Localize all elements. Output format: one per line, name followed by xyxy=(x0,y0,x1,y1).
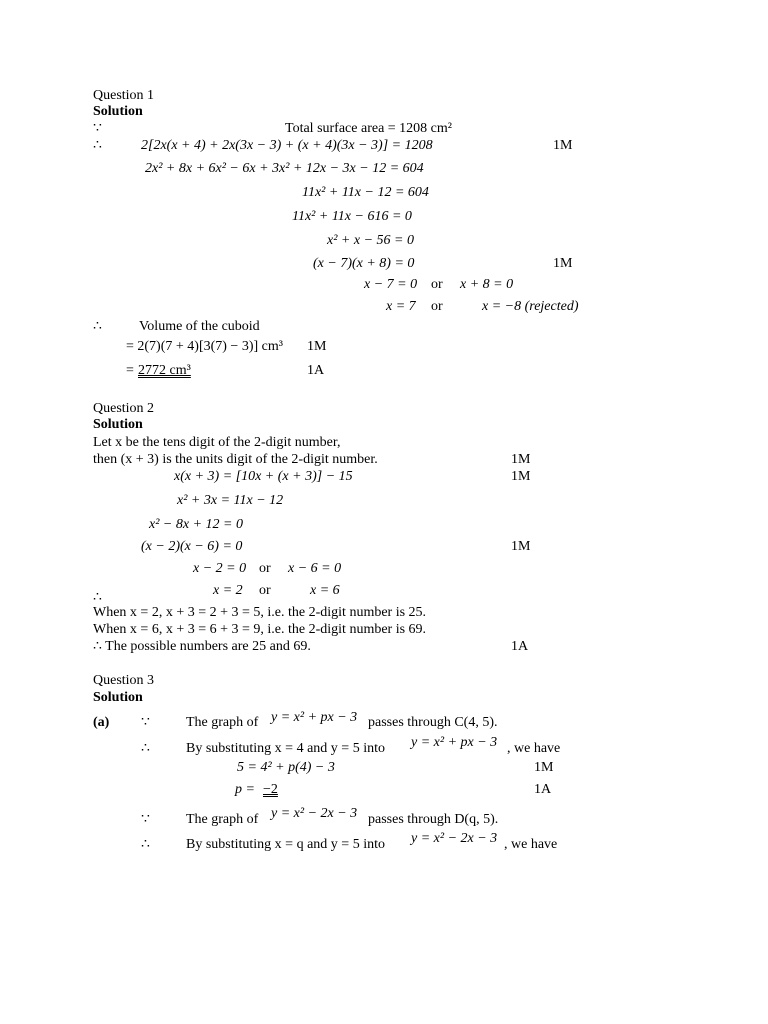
because-symbol: ∵ xyxy=(141,812,150,827)
q2-when-line-1: When x = 2, x + 3 = 2 + 3 = 5, i.e. the 2-digit number is 25. xyxy=(93,605,427,620)
q2-equation-3: x² − 8x + 12 = 0 xyxy=(149,517,243,532)
q1-solution-label: Solution xyxy=(93,104,143,119)
q2-heading: Question 2 xyxy=(93,401,155,416)
because-symbol: ∵ xyxy=(141,715,150,730)
q3-solution-label: Solution xyxy=(93,690,143,705)
q1-mark-2: 1M xyxy=(553,256,573,271)
q1-mark-1: 1M xyxy=(553,138,573,153)
q2-equation-6b: x = 6 xyxy=(310,583,340,598)
q1-or-2: or xyxy=(431,299,443,314)
therefore-symbol: ∴ xyxy=(141,837,150,852)
q1-equation-4: 11x² + 11x − 616 = 0 xyxy=(292,209,412,224)
therefore-symbol: ∴ xyxy=(93,590,102,605)
q2-when-line-2: When x = 6, x + 3 = 6 + 3 = 9, i.e. the 2-digit number is 69. xyxy=(93,622,427,637)
q3-substitute-2: By substituting x = q and y = 5 into xyxy=(186,837,385,852)
q2-let-line: Let x be the tens digit of the 2-digit number, xyxy=(93,435,341,450)
therefore-symbol: ∴ xyxy=(141,741,150,756)
q1-answer-value: 2772 cm³ xyxy=(138,363,191,378)
q3-mark-2: 1A xyxy=(534,782,552,797)
q3-substitute-1-equation: y = x² + px − 3 xyxy=(411,735,498,750)
q1-equation-1: 2[2x(x + 4) + 2x(3x − 3) + (x + 4)(3x − 3)] = 1208 xyxy=(141,138,433,153)
q3-substitute-2-equation: y = x² − 2x − 3 xyxy=(411,831,498,846)
q3-graph-2-point: passes through D(q, 5). xyxy=(368,812,499,827)
q2-then-line: then (x + 3) is the units digit of the 2-digit number. xyxy=(93,452,378,467)
q1-volume-label: Volume of the cuboid xyxy=(139,319,260,334)
q2-equation-1: x(x + 3) = [10x + (x + 3)] − 15 xyxy=(174,469,353,484)
q3-graph-1-text: The graph of xyxy=(186,715,259,730)
q2-equation-5a: x − 2 = 0 xyxy=(193,561,247,576)
q1-total-surface-area: Total surface area = 1208 cm² xyxy=(285,121,452,136)
q3-heading: Question 3 xyxy=(93,673,155,688)
q1-equation-3: 11x² + 11x − 12 = 604 xyxy=(302,185,429,200)
q2-conclusion: ∴ The possible numbers are 25 and 69. xyxy=(93,639,311,654)
q1-equation-5: x² + x − 56 = 0 xyxy=(327,233,414,248)
q1-equation-8a: x = 7 xyxy=(386,299,416,314)
q3-mark-1: 1M xyxy=(534,760,554,775)
q1-equation-8b: x = −8 (rejected) xyxy=(482,299,579,314)
q1-equation-6: (x − 7)(x + 8) = 0 xyxy=(313,256,415,271)
q3-graph-2-text: The graph of xyxy=(186,812,259,827)
q3-equation-1: 5 = 4² + p(4) − 3 xyxy=(237,760,335,775)
q3-substitute-2-tail: , we have xyxy=(504,837,558,852)
q2-equation-5b: x − 6 = 0 xyxy=(288,561,342,576)
q2-or-1: or xyxy=(259,561,271,576)
q1-or-1: or xyxy=(431,277,443,292)
q3-graph-1-equation: y = x² + px − 3 xyxy=(271,710,358,725)
q2-equation-2: x² + 3x = 11x − 12 xyxy=(177,493,284,508)
q3-substitute-1: By substituting x = 4 and y = 5 into xyxy=(186,741,385,756)
q3-part-a-label: (a) xyxy=(93,715,110,730)
q3-substitute-1-tail: , we have xyxy=(507,741,561,756)
therefore-symbol: ∴ xyxy=(93,138,102,153)
q3-graph-1-point: passes through C(4, 5). xyxy=(368,715,498,730)
q2-mark-3: 1M xyxy=(511,539,531,554)
q1-volume-mark: 1M xyxy=(307,339,327,354)
q1-equation-7b: x + 8 = 0 xyxy=(460,277,514,292)
because-symbol: ∵ xyxy=(93,121,102,136)
q1-answer-mark: 1A xyxy=(307,363,325,378)
q2-mark-2: 1M xyxy=(511,469,531,484)
q1-volume-equation: = 2(7)(7 + 4)[3(7) − 3)] cm³ xyxy=(126,339,283,354)
q1-heading: Question 1 xyxy=(93,88,155,103)
q1-answer-equals: = xyxy=(126,363,134,378)
q1-equation-2: 2x² + 8x + 6x² − 6x + 3x² + 12x − 3x − 12 = 604 xyxy=(145,161,424,176)
q3-equation-2-lhs: p = xyxy=(235,782,255,797)
therefore-symbol: ∴ xyxy=(93,319,102,334)
q2-mark-1: 1M xyxy=(511,452,531,467)
q2-equation-4: (x − 2)(x − 6) = 0 xyxy=(141,539,243,554)
q3-equation-2-value: −2 xyxy=(263,782,278,797)
q2-or-2: or xyxy=(259,583,271,598)
q2-equation-6a: x = 2 xyxy=(213,583,243,598)
q2-solution-label: Solution xyxy=(93,417,143,432)
q3-graph-2-equation: y = x² − 2x − 3 xyxy=(271,806,358,821)
q2-mark-4: 1A xyxy=(511,639,529,654)
q1-equation-7a: x − 7 = 0 xyxy=(364,277,418,292)
